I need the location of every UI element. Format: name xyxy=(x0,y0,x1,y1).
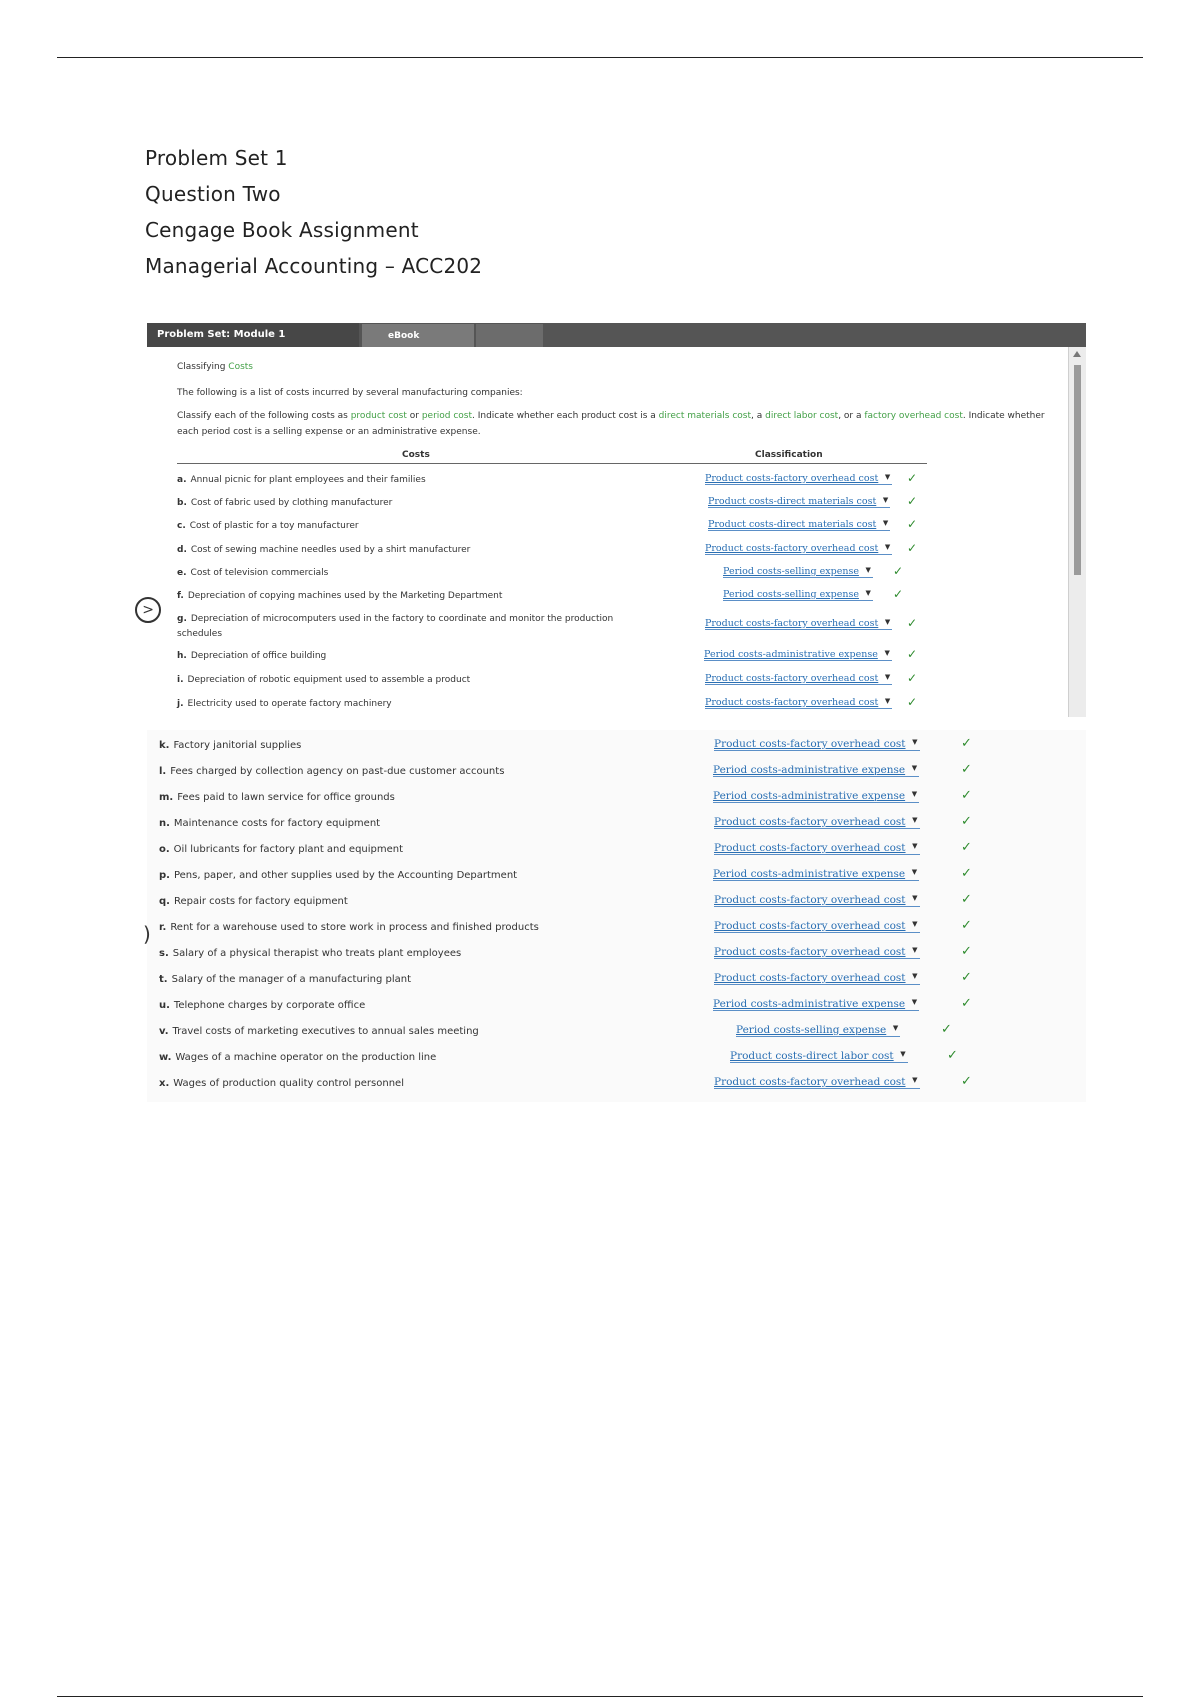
classification-select[interactable] xyxy=(714,738,920,751)
classification-select[interactable] xyxy=(704,649,892,661)
cost-description xyxy=(177,589,667,604)
chevron-down-icon: ▼ xyxy=(882,496,889,504)
table-row xyxy=(159,1076,1079,1098)
table-row xyxy=(159,738,1079,760)
costs-link[interactable]: Costs xyxy=(228,362,253,372)
cost-description xyxy=(159,1000,365,1011)
chevron-down-icon: ▼ xyxy=(912,1076,918,1084)
chevron-down-icon: ▼ xyxy=(884,649,890,657)
table-row xyxy=(159,1024,1079,1046)
select-value: Product costs-factory overhead cost xyxy=(705,673,879,684)
chevron-down-icon: ▼ xyxy=(865,566,871,574)
check-icon: ✓ xyxy=(961,918,972,933)
row-letter: b. xyxy=(177,498,187,508)
row-text: Salary of a physical therapist who treats plant employees xyxy=(172,948,462,959)
vertical-scrollbar[interactable] xyxy=(1068,347,1086,717)
classification-select[interactable] xyxy=(705,697,892,709)
intro-text: The following is a list of costs incurred by several manufacturing companies: xyxy=(177,388,523,398)
check-icon: ✓ xyxy=(907,616,918,630)
chevron-down-icon: ▼ xyxy=(884,473,891,481)
classification-select[interactable] xyxy=(705,673,892,685)
check-icon: ✓ xyxy=(947,1048,958,1063)
check-icon: ✓ xyxy=(961,970,972,985)
select-value: Product costs-factory overhead cost xyxy=(705,543,879,554)
select-value: Product costs-factory overhead cost xyxy=(714,920,906,932)
row-text: Cost of plastic for a toy manufacturer xyxy=(189,521,359,531)
select-value: Product costs-factory overhead cost xyxy=(705,618,879,629)
cost-description xyxy=(159,948,461,959)
check-icon: ✓ xyxy=(907,541,918,555)
classification-select[interactable] xyxy=(708,519,890,531)
check-icon: ✓ xyxy=(907,517,918,531)
row-letter: w. xyxy=(159,1052,172,1063)
instructions-text xyxy=(177,408,1047,440)
select-value: Product costs-direct materials cost xyxy=(708,496,877,507)
check-icon: ✓ xyxy=(893,587,904,601)
row-text: Repair costs for factory equipment xyxy=(173,896,348,907)
instr-text-6: . Indicate whether each period cost is a selling expense or an administrative expense. xyxy=(177,411,1045,437)
select-value: Product costs-factory overhead cost xyxy=(714,842,906,854)
check-icon: ✓ xyxy=(961,944,972,959)
row-letter: t. xyxy=(159,974,168,985)
row-text: Rent for a warehouse used to store work in process and finished products xyxy=(170,922,539,933)
check-icon: ✓ xyxy=(961,736,972,751)
chevron-down-icon: ▼ xyxy=(884,697,891,705)
select-value: Period costs-selling expense xyxy=(723,566,859,577)
select-value: Product costs-factory overhead cost xyxy=(714,946,906,958)
row-letter: n. xyxy=(159,818,170,829)
row-text: Fees paid to lawn service for office grounds xyxy=(177,792,395,803)
cost-description xyxy=(177,649,667,664)
table-row xyxy=(159,790,1079,812)
row-letter: q. xyxy=(159,896,170,907)
row-letter: x. xyxy=(159,1078,170,1089)
row-letter: e. xyxy=(177,568,187,578)
table-row xyxy=(159,842,1079,864)
select-value: Product costs-direct labor cost xyxy=(730,1050,894,1062)
section-prefix: Classifying xyxy=(177,362,229,372)
row-text: Fees charged by collection agency on past-due customer accounts xyxy=(170,766,505,777)
row-text: Travel costs of marketing executives to annual sales meeting xyxy=(172,1026,479,1037)
classification-select[interactable] xyxy=(714,894,920,907)
classification-select[interactable] xyxy=(723,566,873,578)
tab-blank[interactable] xyxy=(476,324,543,347)
instr-text-1: Classify each of the following costs as xyxy=(177,411,351,421)
select-value: Period costs-selling expense xyxy=(723,589,859,600)
row-letter: k. xyxy=(159,740,170,751)
cost-description xyxy=(177,496,667,511)
select-value: Product costs-factory overhead cost xyxy=(714,738,906,750)
classification-select[interactable] xyxy=(713,764,919,777)
cost-description xyxy=(177,473,667,488)
cost-description xyxy=(159,844,403,855)
row-text: Maintenance costs for factory equipment xyxy=(173,818,381,829)
cost-description xyxy=(159,818,380,829)
check-icon: ✓ xyxy=(961,892,972,907)
row-letter: i. xyxy=(177,675,184,685)
classification-select[interactable] xyxy=(714,816,920,829)
table-header xyxy=(177,448,927,464)
table-row xyxy=(159,816,1079,838)
chevron-down-icon: ▼ xyxy=(911,868,918,876)
cost-description xyxy=(177,543,667,558)
classification-select[interactable] xyxy=(730,1050,908,1063)
check-icon: ✓ xyxy=(893,564,904,578)
chevron-down-icon: ▼ xyxy=(912,894,918,902)
row-text: Electricity used to operate factory machinery xyxy=(187,699,392,709)
row-letter: j. xyxy=(177,699,184,709)
select-value: Product costs-factory overhead cost xyxy=(714,972,906,984)
classification-select[interactable] xyxy=(713,998,919,1011)
chevron-down-icon: ▼ xyxy=(912,816,918,824)
col-costs: Costs xyxy=(402,450,430,460)
chevron-down-icon: ▼ xyxy=(912,738,918,746)
classification-select[interactable] xyxy=(714,946,920,959)
cost-description xyxy=(159,766,504,777)
classification-select[interactable] xyxy=(705,543,892,555)
screenshot-problem-continued xyxy=(143,730,1086,1102)
next-arrow-icon[interactable]: > xyxy=(135,597,161,623)
tab-ebook[interactable]: eBook xyxy=(362,324,474,347)
chevron-down-icon: ▼ xyxy=(884,673,891,681)
table-row xyxy=(159,1050,1079,1072)
row-text: Salary of the manager of a manufacturing plant xyxy=(171,974,412,985)
col-classification: Classification xyxy=(755,450,823,460)
row-text: Cost of television commercials xyxy=(190,568,329,578)
chevron-down-icon: ▼ xyxy=(912,946,918,954)
cost-description xyxy=(177,612,647,642)
check-icon: ✓ xyxy=(961,814,972,829)
document-heading xyxy=(145,140,482,284)
select-value: Product costs-factory overhead cost xyxy=(714,1076,906,1088)
chevron-down-icon: ▼ xyxy=(882,519,889,527)
cost-description xyxy=(159,870,517,881)
classification-select[interactable] xyxy=(713,790,919,803)
problem-set-title: Problem Set 1 xyxy=(145,146,288,170)
table-row xyxy=(159,868,1079,890)
check-icon: ✓ xyxy=(961,1074,972,1089)
classification-select[interactable] xyxy=(705,618,892,630)
select-value: Period costs-administrative expense xyxy=(713,998,906,1010)
classification-select[interactable] xyxy=(714,920,920,933)
classification-select[interactable] xyxy=(705,473,892,485)
row-letter: h. xyxy=(177,651,187,661)
table-row xyxy=(159,946,1079,968)
instr-text-3: . Indicate whether each product cost is a xyxy=(472,411,659,421)
chevron-down-icon: ▼ xyxy=(912,972,918,980)
row-text: Depreciation of office building xyxy=(190,651,327,661)
check-icon: ✓ xyxy=(961,996,972,1011)
row-letter: m. xyxy=(159,792,174,803)
bottom-rule xyxy=(57,1696,1143,1697)
chevron-down-icon: ▼ xyxy=(865,589,871,597)
instr-text-2: or xyxy=(406,411,422,421)
check-icon: ✓ xyxy=(907,471,918,485)
row-letter: u. xyxy=(159,1000,170,1011)
cost-description xyxy=(159,740,301,751)
cost-description xyxy=(159,792,395,803)
row-letter: d. xyxy=(177,545,187,555)
product-cost-link[interactable]: product cost xyxy=(350,411,407,421)
check-icon: ✓ xyxy=(907,647,918,661)
row-text: Depreciation of copying machines used by the Marketing Department xyxy=(187,591,503,601)
select-value: Product costs-direct materials cost xyxy=(708,519,877,530)
table-row xyxy=(159,894,1079,916)
select-value: Period costs-selling expense xyxy=(736,1024,887,1036)
cost-description xyxy=(159,974,411,985)
table-row xyxy=(159,764,1079,786)
cost-description xyxy=(177,673,667,688)
check-icon: ✓ xyxy=(961,840,972,855)
row-text: Factory janitorial supplies xyxy=(173,740,302,751)
row-letter: a. xyxy=(177,475,187,485)
classification-select[interactable] xyxy=(714,842,920,855)
table-row xyxy=(159,998,1079,1020)
cost-description xyxy=(177,519,667,534)
select-value: Product costs-factory overhead cost xyxy=(714,816,906,828)
row-letter: s. xyxy=(159,948,169,959)
classification-select[interactable] xyxy=(714,1076,920,1089)
row-text: Depreciation of microcomputers used in the factory to coordinate and monitor the production schedules xyxy=(177,614,614,639)
select-value: Period costs-administrative expense xyxy=(713,764,906,776)
row-text: Wages of a machine operator on the production line xyxy=(175,1052,437,1063)
check-icon: ✓ xyxy=(907,671,918,685)
period-cost-link[interactable]: period cost xyxy=(421,411,473,421)
select-value: Product costs-factory overhead cost xyxy=(705,473,879,484)
chevron-down-icon: ▼ xyxy=(912,842,918,850)
row-text: Oil lubricants for factory plant and equipment xyxy=(173,844,404,855)
chevron-down-icon: ▼ xyxy=(911,764,918,772)
chevron-down-icon: ▼ xyxy=(884,618,891,626)
chevron-down-icon: ▼ xyxy=(911,790,918,798)
select-value: Period costs-administrative expense xyxy=(713,790,906,802)
select-value: Product costs-factory overhead cost xyxy=(714,894,906,906)
classification-select[interactable] xyxy=(714,972,920,985)
cost-description xyxy=(159,1026,479,1037)
check-icon: ✓ xyxy=(961,866,972,881)
row-letter: f. xyxy=(177,591,184,601)
row-text: Wages of production quality control personnel xyxy=(173,1078,404,1089)
top-rule xyxy=(57,57,1143,58)
question-content xyxy=(142,347,1068,717)
nav-edge-icon: ) xyxy=(143,922,151,946)
check-icon: ✓ xyxy=(961,788,972,803)
cost-description xyxy=(177,697,667,712)
row-letter: g. xyxy=(177,614,187,624)
row-letter: v. xyxy=(159,1026,169,1037)
factory-overhead-link[interactable]: factory overhead cost xyxy=(864,411,963,421)
row-letter: l. xyxy=(159,766,167,777)
classification-select[interactable] xyxy=(708,496,890,508)
classification-select[interactable] xyxy=(736,1024,900,1037)
check-icon: ✓ xyxy=(907,494,918,508)
chevron-down-icon: ▼ xyxy=(911,998,918,1006)
cost-description xyxy=(159,922,539,933)
row-letter: c. xyxy=(177,521,186,531)
scroll-up-icon[interactable] xyxy=(1073,351,1081,357)
screenshot-problem-set xyxy=(142,323,1086,717)
select-value: Period costs-administrative expense xyxy=(713,868,906,880)
check-icon: ✓ xyxy=(941,1022,952,1037)
direct-materials-link[interactable]: direct materials cost xyxy=(658,411,752,421)
cost-description xyxy=(159,1078,404,1089)
cost-description xyxy=(177,566,667,581)
cost-description xyxy=(159,1052,436,1063)
table-row xyxy=(159,972,1079,994)
row-text: Annual picnic for plant employees and their families xyxy=(190,475,426,485)
direct-labor-link[interactable]: direct labor cost xyxy=(765,411,839,421)
instr-text-4: , a xyxy=(751,411,766,421)
chevron-down-icon: ▼ xyxy=(892,1024,899,1032)
select-value: Period costs-administrative expense xyxy=(704,649,878,660)
instr-text-5: , or a xyxy=(838,411,865,421)
row-text: Telephone charges by corporate office xyxy=(173,1000,366,1011)
row-text: Cost of fabric used by clothing manufacturer xyxy=(190,498,393,508)
chevron-down-icon: ▼ xyxy=(912,920,918,928)
scrollbar-thumb[interactable] xyxy=(1074,365,1081,575)
chevron-down-icon: ▼ xyxy=(900,1050,906,1058)
table-row xyxy=(159,920,1079,942)
question-title: Question Two xyxy=(145,182,281,206)
row-text: Depreciation of robotic equipment used to assemble a product xyxy=(187,675,471,685)
classification-select[interactable] xyxy=(713,868,919,881)
tab-problem-set[interactable]: Problem Set: Module 1 xyxy=(147,323,359,347)
course-title: Managerial Accounting – ACC202 xyxy=(145,254,483,278)
row-letter: r. xyxy=(159,922,167,933)
row-text: Cost of sewing machine needles used by a shirt manufacturer xyxy=(190,545,471,555)
check-icon: ✓ xyxy=(907,695,918,709)
assignment-title: Cengage Book Assignment xyxy=(145,218,419,242)
section-title xyxy=(177,362,253,372)
row-letter: p. xyxy=(159,870,170,881)
select-value: Product costs-factory overhead cost xyxy=(705,697,879,708)
check-icon: ✓ xyxy=(961,762,972,777)
classification-select[interactable] xyxy=(723,589,873,601)
row-letter: o. xyxy=(159,844,170,855)
row-text: Pens, paper, and other supplies used by the Accounting Department xyxy=(173,870,518,881)
cost-description xyxy=(159,896,348,907)
chevron-down-icon: ▼ xyxy=(884,543,891,551)
